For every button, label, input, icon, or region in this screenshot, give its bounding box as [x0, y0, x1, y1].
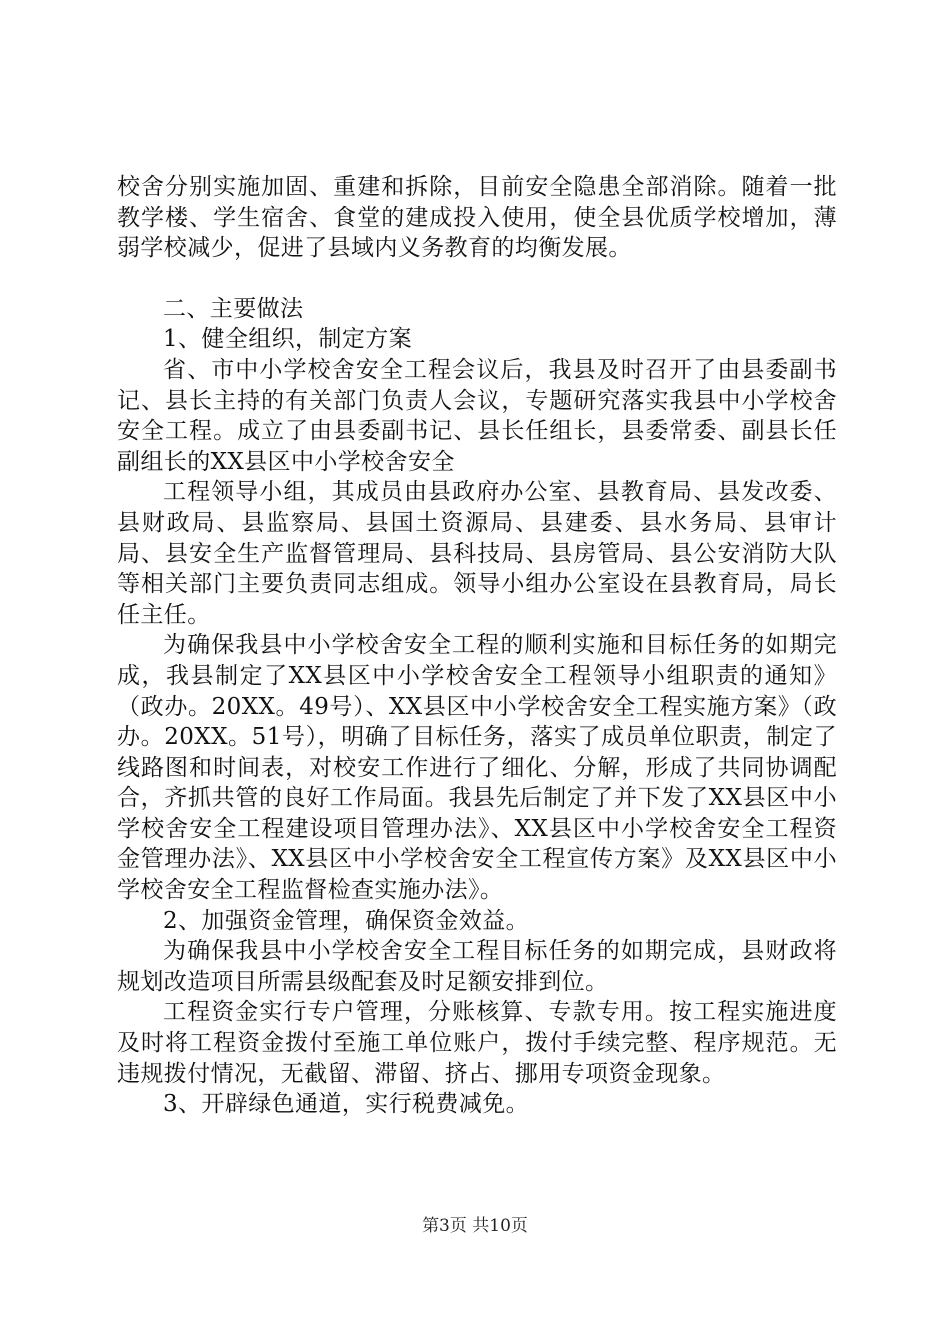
paragraph: 工程领导小组，其成员由县政府办公室、县教育局、县发改委、县财政局、县监察局、县国土资源局、县建委、县水务局、县审计局、县安全生产监督管理局、县科技局、县房管局、县公安消防大队等相关部门主要负责同志组成。领导小组办公室设在县教育局，局长任主任。 [117, 479, 837, 628]
page-number-footer: 第3页 共10页 [422, 1216, 528, 1236]
document-body [117, 172, 837, 1120]
paragraph: 工程资金实行专户管理，分账核算、专款专用。按工程实施进度及时将工程资金拨付至施工单位账户，拨付手续完整、程序规范。无违规拨付情况，无截留、滞留、挤占、挪用专项资金现象。 [117, 999, 837, 1087]
paragraph: 省、市中小学校舍安全工程会议后，我县及时召开了由县委副书记、县长主持的有关部门负责人会议，专题研究落实我县中小学校舍安全工程。成立了由县委副书记、县长任组长，县委常委、副县长任副组长的XX县区中小学校舍安全 [117, 356, 837, 475]
subsection-heading: 3、开辟绿色通道，实行税费减免。 [163, 1091, 530, 1118]
paragraph-continuation: 校舍分别实施加固、重建和拆除，目前安全隐患全部消除。随着一批教学楼、学生宿舍、食堂的建成投入使用，使全县优质学校增加，薄弱学校减少，促进了县域内义务教育的均衡发展。 [117, 174, 837, 262]
subsection-heading: 1、健全组织，制定方案 [163, 326, 413, 353]
subsection-heading: 2、加强资金管理，确保资金效益。 [163, 907, 530, 934]
paragraph: 为确保我县中小学校舍安全工程目标任务的如期完成，县财政将规划改造项目所需县级配套及时足额安排到位。 [117, 938, 837, 995]
section-heading: 二、主要做法 [163, 295, 304, 322]
paragraph: 为确保我县中小学校舍安全工程的顺利实施和目标任务的如期完成，我县制定了XX县区中小学校舍安全工程领导小组职责的通知》（政办。20XX。49号）、XX县区中小学校舍安全工程实施方案》（政办。20XX。51号），明确了目标任务，落实了成员单位职责，制定了线路图和时间表，对校安工作进行了细化、分解，形成了共同协调配合，齐抓共管的良好工作局面。我县先后制定了并下发了XX县区中小学校舍安全工程建设项目管理办法》、XX县区中小学校舍安全工程资金管理办法》、XX县区中小学校舍安全工程宣传方案》及XX县区中小学校舍安全工程监督检查实施办法》。 [117, 632, 837, 904]
